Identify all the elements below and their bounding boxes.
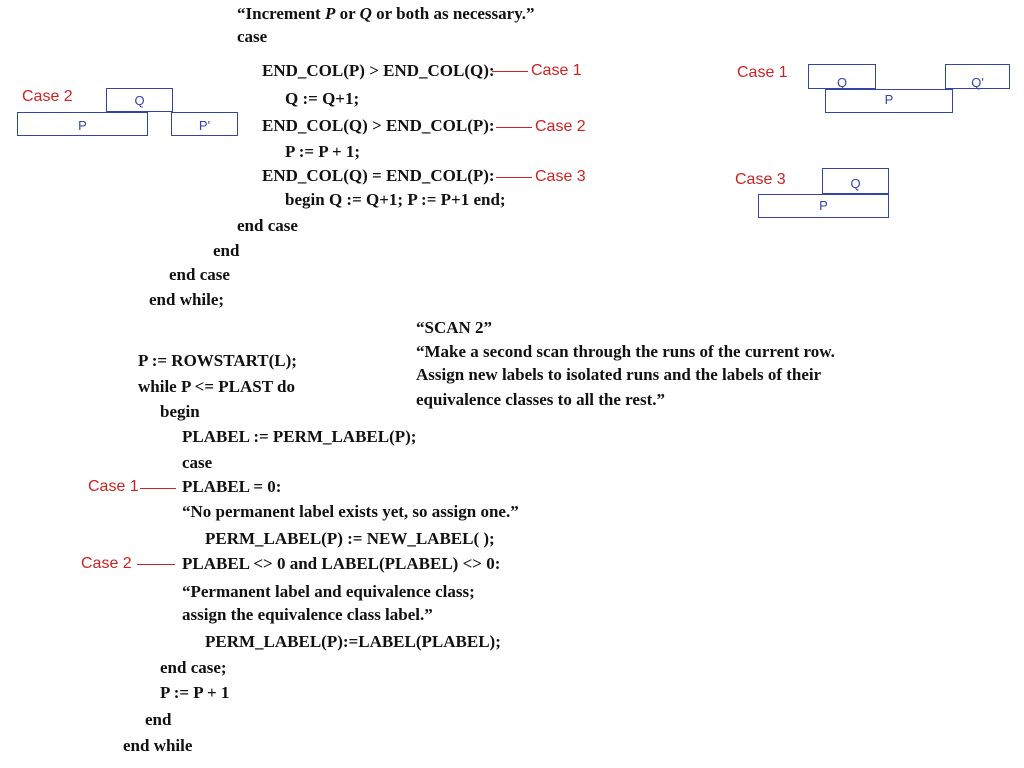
diagram-case3-label: Case 3 [735, 171, 786, 188]
scan2-increment: P := P + 1 [160, 683, 230, 702]
scan2-comment-line3: equivalence classes to all the rest.” [416, 390, 665, 409]
diagram-case1-box-qprime: Q' [945, 64, 1010, 89]
scan2-comment-line1: “Make a second scan through the runs of the current row. [416, 342, 835, 361]
diagram-case2-label: Case 2 [22, 88, 73, 105]
diagram-case2-box-pprime: P' [171, 112, 238, 136]
scan2-case2-label: Case 2 [81, 555, 132, 572]
end-while-1: end while; [149, 290, 225, 309]
diagram-case2-box-q: Q [106, 88, 173, 112]
diagram-case3-box-q: Q [822, 168, 889, 194]
scan2-end: end [145, 710, 172, 729]
scan2-init: P := ROWSTART(L); [138, 351, 297, 370]
scan2-plabel-assign: PLABEL := PERM_LABEL(P); [182, 427, 417, 446]
scan2-while: while P <= PLAST do [138, 377, 295, 396]
scan2-case1-comment: “No permanent label exists yet, so assign one.” [182, 502, 519, 521]
diagram-case1-label: Case 1 [737, 64, 788, 81]
case3-statement: begin Q := Q+1; P := P+1 end; [285, 190, 506, 209]
case1-label: Case 1 [531, 62, 582, 79]
case1-statement: Q := Q+1; [285, 89, 360, 108]
case1-condition: END_COL(P) > END_COL(Q): [262, 61, 495, 80]
diagram-case3-box-p: P [758, 194, 889, 218]
scan2-begin: begin [160, 402, 200, 421]
case2-condition: END_COL(Q) > END_COL(P): [262, 116, 495, 135]
case-keyword: case [237, 27, 268, 46]
diagram-case1-box-q: Q [808, 64, 876, 89]
scan2-title: “SCAN 2” [416, 318, 493, 337]
case3-condition: END_COL(Q) = END_COL(P): [262, 166, 495, 185]
end-keyword: end [213, 241, 240, 260]
scan2-case2-comment-line1: “Permanent label and equivalence class; [182, 582, 475, 601]
case2-statement: P := P + 1; [285, 142, 361, 161]
scan2-case1-connector [140, 488, 176, 489]
scan2-case: case [182, 453, 213, 472]
case2-label: Case 2 [535, 118, 586, 135]
scan2-end-case: end case; [160, 658, 227, 677]
end-case-outer: end case [169, 265, 230, 284]
diagram-case2-box-p: P [17, 112, 148, 136]
scan2-case2-connector [137, 564, 175, 565]
scan2-end-while: end while [123, 736, 193, 755]
scan2-case2-statement: PERM_LABEL(P):=LABEL(PLABEL); [205, 632, 501, 651]
increment-comment: “Increment P or Q or both as necessary.” [237, 4, 535, 23]
scan2-case2-condition: PLABEL <> 0 and LABEL(PLABEL) <> 0: [182, 554, 501, 573]
case2-connector [496, 127, 532, 128]
end-case-inner: end case [237, 216, 298, 235]
case1-connector [492, 71, 528, 72]
scan2-case1-statement: PERM_LABEL(P) := NEW_LABEL( ); [205, 529, 495, 548]
scan2-case2-comment-line2: assign the equivalence class label.” [182, 605, 433, 624]
case3-connector [496, 177, 532, 178]
scan2-case1-condition: PLABEL = 0: [182, 477, 282, 496]
scan2-comment-line2: Assign new labels to isolated runs and the labels of their [416, 365, 822, 384]
scan2-case1-label: Case 1 [88, 478, 139, 495]
case3-label: Case 3 [535, 168, 586, 185]
diagram-case1-box-p: P [825, 89, 953, 113]
